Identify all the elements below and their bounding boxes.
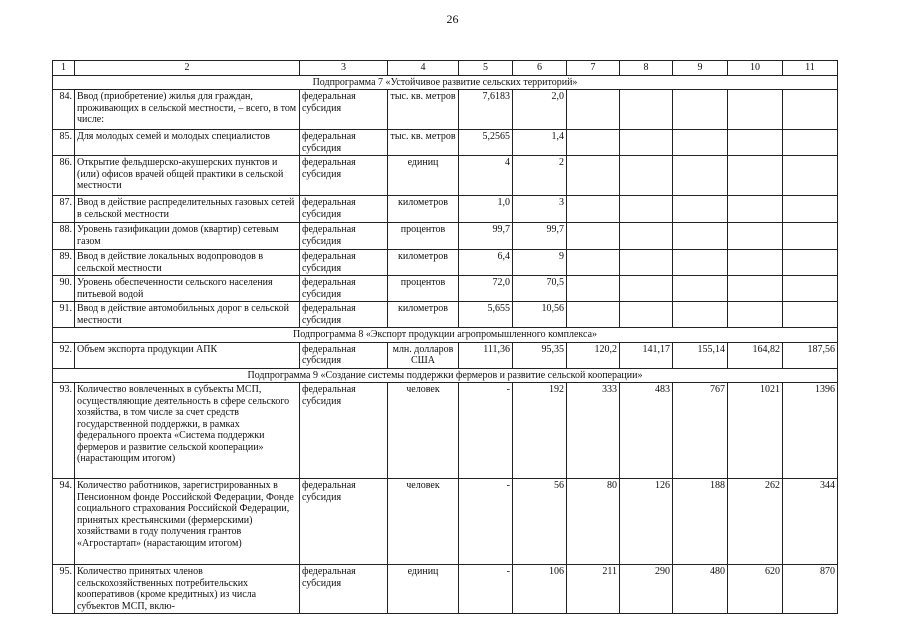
- value-cell: [620, 302, 673, 328]
- row-number: 89.: [53, 250, 75, 276]
- unit: человек: [388, 383, 459, 479]
- value-cell: -: [459, 479, 513, 565]
- section-title: Подпрограмма 7 «Устойчивое развитие сельских территорий»: [53, 75, 838, 90]
- value-cell: 211: [567, 565, 620, 614]
- value-cell: 111,36: [459, 342, 513, 368]
- col-header: 3: [300, 61, 388, 76]
- funding-source: федеральная субсидия: [300, 479, 388, 565]
- section-row: [53, 75, 838, 90]
- section-row: [53, 368, 838, 383]
- value-cell: 3: [513, 196, 567, 223]
- value-cell: [673, 156, 728, 196]
- row-number: 93.: [53, 383, 75, 479]
- value-cell: 1396: [783, 383, 838, 479]
- indicator-name: Количество вовлеченных в субъекты МСП, осуществляющие деятельность в сфере сельского хозяйства, в том числе за счет средств государственной поддержки, в рамках федерального проекта «Система поддержки фермеров и развитие сельской кооперации» (нарастающим итогом): [75, 383, 300, 479]
- table-row: [53, 479, 838, 565]
- value-cell: [783, 276, 838, 302]
- unit: километров: [388, 196, 459, 223]
- unit: человек: [388, 479, 459, 565]
- value-cell: [620, 276, 673, 302]
- value-cell: [728, 302, 783, 328]
- value-cell: 155,14: [673, 342, 728, 368]
- row-number: 85.: [53, 130, 75, 156]
- value-cell: [673, 223, 728, 250]
- value-cell: [620, 250, 673, 276]
- value-cell: 56: [513, 479, 567, 565]
- table-row: [53, 383, 838, 479]
- indicator-name: Количество принятых членов сельскохозяйственных потребительских кооперативов (кроме кредитных) из числа субъектов МСП, вклю-: [75, 565, 300, 614]
- value-cell: 870: [783, 565, 838, 614]
- value-cell: [620, 130, 673, 156]
- value-cell: [567, 90, 620, 130]
- value-cell: 141,17: [620, 342, 673, 368]
- section-title: Подпрограмма 8 «Экспорт продукции агропромышленного комплекса»: [53, 328, 838, 343]
- value-cell: [783, 302, 838, 328]
- row-number: 87.: [53, 196, 75, 223]
- value-cell: [783, 250, 838, 276]
- value-cell: [567, 250, 620, 276]
- value-cell: [673, 196, 728, 223]
- indicator-name: Ввод (приобретение) жилья для граждан, проживающих в сельской местности, – всего, в том числе:: [75, 90, 300, 130]
- col-header: 7: [567, 61, 620, 76]
- value-cell: 187,56: [783, 342, 838, 368]
- value-cell: 344: [783, 479, 838, 565]
- unit: процентов: [388, 276, 459, 302]
- indicator-name: Уровень обеспеченности сельского населения питьевой водой: [75, 276, 300, 302]
- value-cell: [783, 196, 838, 223]
- value-cell: 2,0: [513, 90, 567, 130]
- indicator-name: Объем экспорта продукции АПК: [75, 342, 300, 368]
- value-cell: 620: [728, 565, 783, 614]
- value-cell: 290: [620, 565, 673, 614]
- value-cell: [673, 276, 728, 302]
- value-cell: [728, 196, 783, 223]
- value-cell: 70,5: [513, 276, 567, 302]
- value-cell: 1,0: [459, 196, 513, 223]
- unit: процентов: [388, 223, 459, 250]
- value-cell: 7,6183: [459, 90, 513, 130]
- value-cell: [620, 156, 673, 196]
- value-cell: 106: [513, 565, 567, 614]
- indicator-name: Для молодых семей и молодых специалистов: [75, 130, 300, 156]
- value-cell: 480: [673, 565, 728, 614]
- value-cell: 120,2: [567, 342, 620, 368]
- unit: тыс. кв. метров: [388, 90, 459, 130]
- indicator-name: Открытие фельдшерско-акушерских пунктов и (или) офисов врачей общей практики в сельской местности: [75, 156, 300, 196]
- funding-source: федеральная субсидия: [300, 383, 388, 479]
- row-number: 92.: [53, 342, 75, 368]
- row-number: 88.: [53, 223, 75, 250]
- value-cell: [728, 90, 783, 130]
- value-cell: [783, 130, 838, 156]
- value-cell: 188: [673, 479, 728, 565]
- value-cell: [673, 130, 728, 156]
- value-cell: [783, 223, 838, 250]
- value-cell: 192: [513, 383, 567, 479]
- value-cell: [728, 130, 783, 156]
- value-cell: [673, 250, 728, 276]
- value-cell: -: [459, 565, 513, 614]
- unit: тыс. кв. метров: [388, 130, 459, 156]
- row-number: 95.: [53, 565, 75, 614]
- section-row: [53, 328, 838, 343]
- value-cell: 164,82: [728, 342, 783, 368]
- value-cell: [728, 276, 783, 302]
- funding-source: федеральная субсидия: [300, 276, 388, 302]
- value-cell: 767: [673, 383, 728, 479]
- unit: километров: [388, 302, 459, 328]
- unit: единиц: [388, 156, 459, 196]
- col-header: 5: [459, 61, 513, 76]
- table-row: [53, 565, 838, 614]
- value-cell: [567, 276, 620, 302]
- value-cell: [567, 156, 620, 196]
- table-row: [53, 90, 838, 130]
- funding-source: федеральная субсидия: [300, 223, 388, 250]
- funding-source: федеральная субсидия: [300, 196, 388, 223]
- value-cell: 1,4: [513, 130, 567, 156]
- value-cell: 4: [459, 156, 513, 196]
- unit: млн. долларов США: [388, 342, 459, 368]
- value-cell: [673, 90, 728, 130]
- value-cell: 126: [620, 479, 673, 565]
- col-header: 9: [673, 61, 728, 76]
- col-header: 4: [388, 61, 459, 76]
- header-row: [53, 61, 838, 76]
- value-cell: 333: [567, 383, 620, 479]
- value-cell: [567, 223, 620, 250]
- indicator-name: Уровень газификации домов (квартир) сетевым газом: [75, 223, 300, 250]
- value-cell: 80: [567, 479, 620, 565]
- indicator-name: Ввод в действие распределительных газовых сетей в сельской местности: [75, 196, 300, 223]
- indicator-name: Ввод в действие локальных водопроводов в сельской местности: [75, 250, 300, 276]
- value-cell: [728, 156, 783, 196]
- table-row: [53, 250, 838, 276]
- table-row: [53, 156, 838, 196]
- col-header: 11: [783, 61, 838, 76]
- value-cell: 9: [513, 250, 567, 276]
- unit: километров: [388, 250, 459, 276]
- value-cell: 1021: [728, 383, 783, 479]
- value-cell: 99,7: [459, 223, 513, 250]
- row-number: 94.: [53, 479, 75, 565]
- table-row: [53, 302, 838, 328]
- value-cell: [783, 90, 838, 130]
- funding-source: федеральная субсидия: [300, 565, 388, 614]
- row-number: 84.: [53, 90, 75, 130]
- value-cell: [783, 156, 838, 196]
- unit: единиц: [388, 565, 459, 614]
- table-row: [53, 130, 838, 156]
- value-cell: 5,2565: [459, 130, 513, 156]
- table-row: [53, 223, 838, 250]
- col-header: 1: [53, 61, 75, 76]
- value-cell: [728, 250, 783, 276]
- col-header: 6: [513, 61, 567, 76]
- row-number: 86.: [53, 156, 75, 196]
- value-cell: [567, 196, 620, 223]
- value-cell: 262: [728, 479, 783, 565]
- funding-source: федеральная субсидия: [300, 156, 388, 196]
- value-cell: 483: [620, 383, 673, 479]
- funding-source: федеральная субсидия: [300, 90, 388, 130]
- value-cell: [567, 130, 620, 156]
- funding-source: федеральная субсидия: [300, 302, 388, 328]
- table-row: [53, 196, 838, 223]
- value-cell: [673, 302, 728, 328]
- funding-source: федеральная субсидия: [300, 250, 388, 276]
- value-cell: -: [459, 383, 513, 479]
- value-cell: [620, 90, 673, 130]
- value-cell: 95,35: [513, 342, 567, 368]
- value-cell: [620, 196, 673, 223]
- section-title: Подпрограмма 9 «Создание системы поддержки фермеров и развитие сельской кооперации»: [53, 368, 838, 383]
- value-cell: [728, 223, 783, 250]
- col-header: 2: [75, 61, 300, 76]
- table-row: [53, 276, 838, 302]
- indicators-table: [52, 60, 838, 614]
- col-header: 10: [728, 61, 783, 76]
- value-cell: 72,0: [459, 276, 513, 302]
- value-cell: 10,56: [513, 302, 567, 328]
- indicator-name: Ввод в действие автомобильных дорог в сельской местности: [75, 302, 300, 328]
- indicator-name: Количество работников, зарегистрированных в Пенсионном фонде Российской Федерации, Фонде социального страхования Российской Федерации, принятых крестьянскими (фермерскими) хозяйствами в году получения грантов «Агростартап» (нарастающим итогом): [75, 479, 300, 565]
- col-header: 8: [620, 61, 673, 76]
- page-number: 26: [446, 12, 459, 26]
- funding-source: федеральная субсидия: [300, 130, 388, 156]
- value-cell: [620, 223, 673, 250]
- table-row: [53, 342, 838, 368]
- value-cell: [567, 302, 620, 328]
- row-number: 90.: [53, 276, 75, 302]
- value-cell: 2: [513, 156, 567, 196]
- value-cell: 5,655: [459, 302, 513, 328]
- row-number: 91.: [53, 302, 75, 328]
- value-cell: 6,4: [459, 250, 513, 276]
- funding-source: федеральная субсидия: [300, 342, 388, 368]
- value-cell: 99,7: [513, 223, 567, 250]
